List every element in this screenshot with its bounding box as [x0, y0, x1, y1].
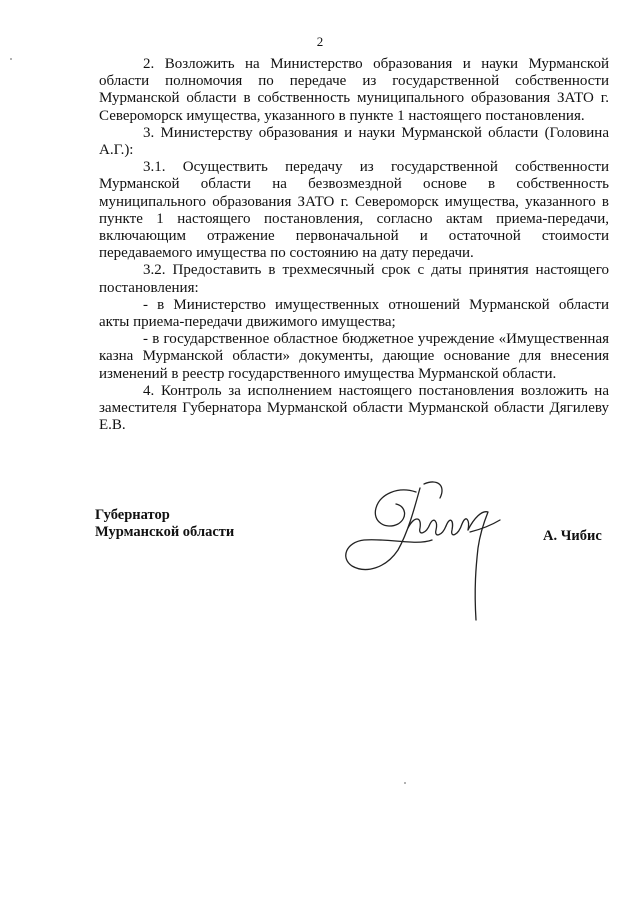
signer-name: А. Чибис — [543, 528, 602, 544]
signatory-position — [95, 507, 234, 541]
paragraph-3-2-item-2: - в государственное областное бюджетное учреждение «Имущественная казна Мурманской области» документы, дающие основание для внесения изменений в реестр государственного имущества Мурманской области. — [99, 331, 609, 382]
paragraph-3-1: 3.1. Осуществить передачу из государственной собственности Мурманской области на безвозмездной основе в собственность муниципального образования ЗАТО г. Североморск имущества, указанного в пункте 1 настоящего постановления, согласно актам приема-передачи, включающим отражение первоначальной и остаточной стоимости передаваемого имущества по состоянию на дату передачи. — [99, 159, 609, 262]
paragraph-4: 4. Контроль за исполнением настоящего постановления возложить на заместителя Губернатора Мурманской области Мурманской области Дягилеву Е.В. — [99, 382, 609, 434]
scan-speck — [10, 58, 12, 60]
page-number: 2 — [316, 34, 324, 49]
scan-speck — [404, 782, 406, 784]
paragraph-3: 3. Министерству образования и науки Мурманской области (Головина А.Г.): — [99, 124, 609, 159]
paragraph-2: 2. Возложить на Министерство образования и науки Мурманской области полномочия по передаче из государственной собственности Мурманской области в собственность муниципального образования ЗАТО г. Североморск имущества, указанного в пункте 1 настоящего постановления. — [99, 56, 609, 124]
paragraph-3-2: 3.2. Предоставить в трехмесячный срок с даты принятия настоящего постановления: — [99, 262, 609, 296]
handwritten-signature-icon — [328, 470, 508, 630]
paragraph-3-2-item-1: - в Министерство имущественных отношений Мурманской области акты приема-передачи движимого имущества; — [99, 296, 609, 331]
signatory-region: Мурманской области — [95, 524, 235, 540]
document-body — [99, 56, 609, 434]
signatory-title: Губернатор — [95, 507, 170, 523]
